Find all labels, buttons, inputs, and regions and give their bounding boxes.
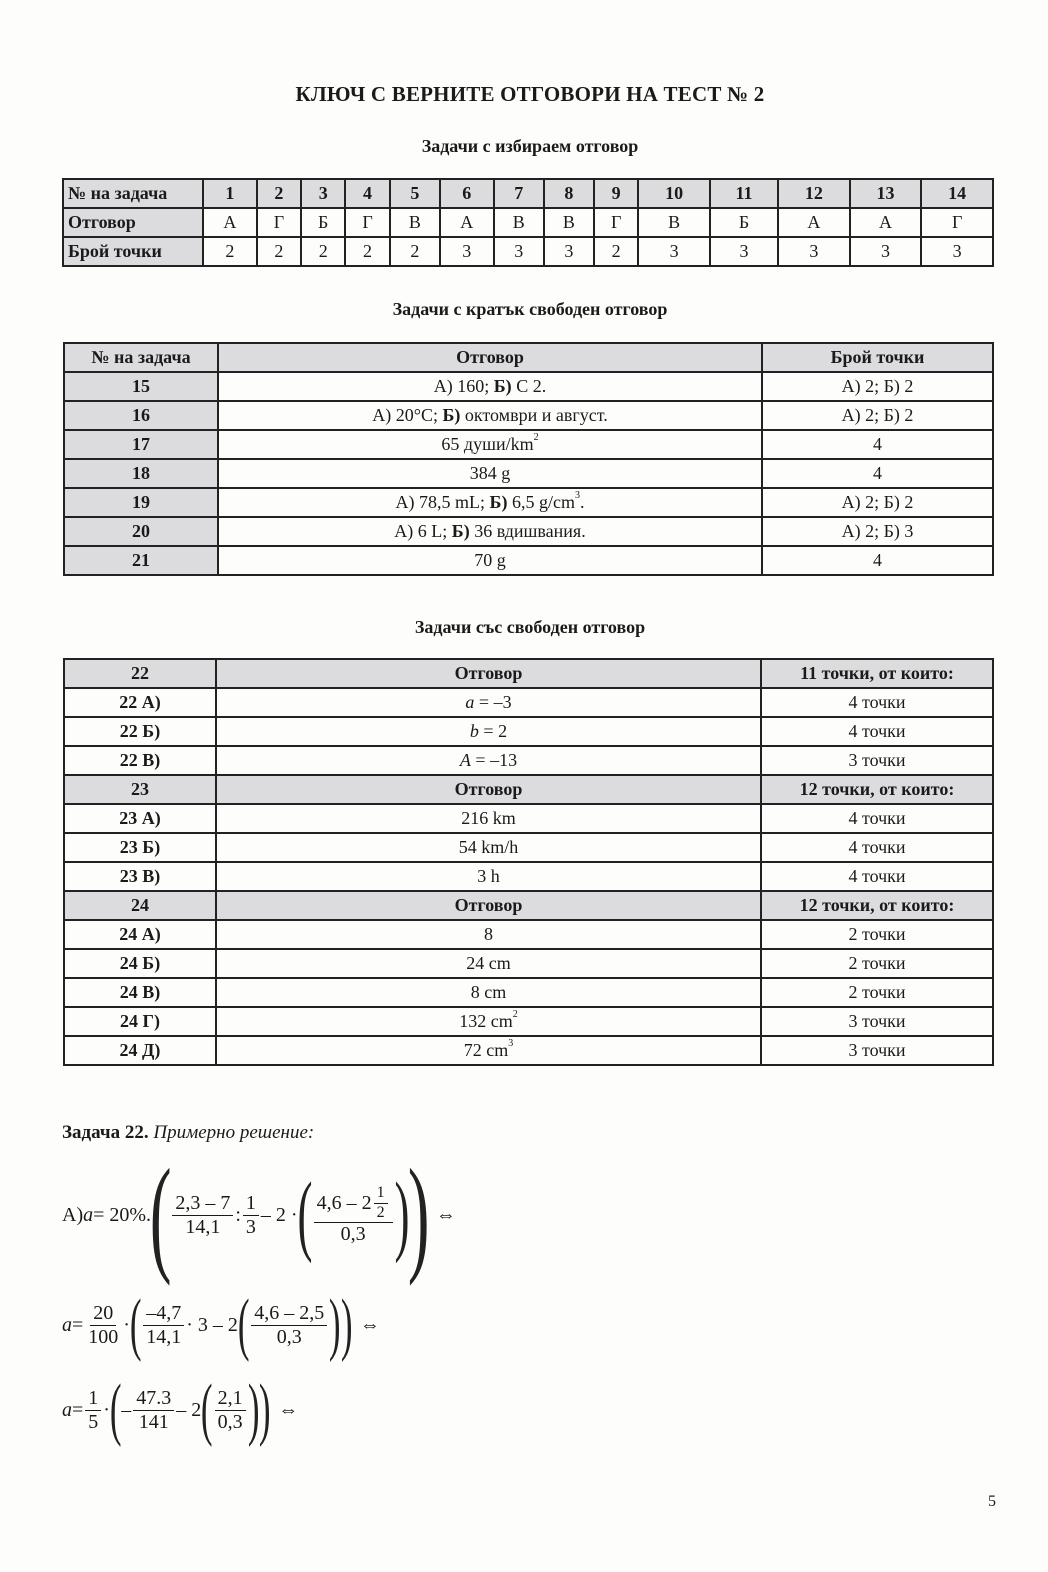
- table-row: [64, 1007, 993, 1036]
- task-number-cell: 10: [638, 179, 710, 208]
- subtask-cell: 23 В): [64, 862, 216, 891]
- points-cell: 3: [850, 237, 922, 266]
- table-row: [64, 1036, 993, 1065]
- answer-cell: В: [544, 208, 594, 237]
- task-number-cell: 11: [710, 179, 778, 208]
- short-answer-table: [63, 342, 994, 576]
- answer-text: = 2: [478, 721, 508, 741]
- answer-text: А) 160;: [433, 376, 494, 396]
- equivalence-arrow-icon: ⇔: [278, 1398, 299, 1421]
- row-label: Отговор: [63, 208, 203, 237]
- subtask-cell: 24 А): [64, 920, 216, 949]
- answer-text: 384 g: [469, 463, 511, 483]
- task-number-cell: 17: [64, 430, 218, 459]
- left-paren-icon: (: [149, 1143, 172, 1287]
- task-number-cell: 6: [440, 179, 494, 208]
- fraction: [143, 1302, 184, 1349]
- answer-part-label: Б): [451, 521, 470, 541]
- table-row: [64, 978, 993, 1007]
- right-paren-icon: ): [407, 1143, 430, 1287]
- answer-text: А) 6 L;: [394, 521, 452, 541]
- subtask-cell: 23 Б): [64, 833, 216, 862]
- answer-cell: [216, 920, 761, 949]
- operator: – 2: [176, 1398, 202, 1421]
- right-paren-icon: ): [247, 1371, 260, 1448]
- answer-cell: [218, 488, 762, 517]
- fraction: [243, 1192, 259, 1239]
- numerator: –4,7: [143, 1302, 184, 1326]
- answer-row: [63, 208, 993, 237]
- operator: ·: [103, 1398, 110, 1421]
- table-header-row: [64, 343, 993, 372]
- variable: a: [83, 1203, 94, 1226]
- answer-cell: А: [203, 208, 257, 237]
- answer-cell: [216, 862, 761, 891]
- numerator-text: 4,6 – 2: [316, 1191, 372, 1214]
- operator: ·: [123, 1313, 130, 1336]
- header-answer: Отговор: [218, 343, 762, 372]
- fraction: [85, 1387, 101, 1434]
- points-cell: 2 точки: [761, 949, 993, 978]
- right-paren-icon: ): [329, 1286, 341, 1363]
- points-cell: 4 точки: [761, 833, 993, 862]
- task-number-cell: 13: [850, 179, 922, 208]
- equals: = 20%.: [93, 1203, 152, 1226]
- points-cell: 3: [778, 237, 850, 266]
- table-row: [64, 949, 993, 978]
- answer-text: А) 20°C;: [372, 405, 443, 425]
- points-cell: 3: [494, 237, 544, 266]
- task-number-cell: 15: [64, 372, 218, 401]
- header-points: 11 точки, от които:: [761, 659, 993, 688]
- equivalence-arrow-icon: ⇔: [359, 1313, 380, 1336]
- numerator: 2,3 – 7: [172, 1192, 233, 1216]
- answer-cell: [216, 833, 761, 862]
- task-number-cell: 5: [390, 179, 440, 208]
- equals: =: [72, 1398, 84, 1421]
- left-paren-icon: (: [297, 1165, 313, 1264]
- task-number-cell: 22: [64, 659, 216, 688]
- table-row: [64, 517, 993, 546]
- page-title: КЛЮЧ С ВЕРНИТЕ ОТГОВОРИ НА ТЕСТ № 2: [295, 82, 765, 106]
- points-cell: 3: [921, 237, 993, 266]
- answer-cell: [218, 372, 762, 401]
- answer-text: = –3: [474, 692, 512, 712]
- header-points: Брой точки: [762, 343, 993, 372]
- subtask-cell: 23 А): [64, 804, 216, 833]
- equivalence-arrow-icon: ⇔: [435, 1203, 456, 1226]
- fraction: [85, 1302, 121, 1349]
- variable: a: [62, 1313, 72, 1336]
- fraction: [251, 1302, 327, 1349]
- section-title-short-answer: Задачи с кратък свободен отговор: [392, 299, 668, 319]
- subtask-cell: 24 Б): [64, 949, 216, 978]
- left-paren-icon: (: [129, 1286, 142, 1363]
- points-cell: А) 2; Б) 2: [762, 401, 993, 430]
- task-number-cell: 2: [257, 179, 301, 208]
- task-number-cell: 23: [64, 775, 216, 804]
- numerator: 1: [374, 1184, 388, 1203]
- solution-heading-label: Примерно решение:: [148, 1122, 315, 1143]
- denominator: 0,3: [276, 1325, 302, 1348]
- row-label: № на задача: [63, 179, 203, 208]
- answer-cell: Б: [301, 208, 345, 237]
- right-paren-icon: ): [394, 1165, 410, 1264]
- points-cell: 2: [594, 237, 638, 266]
- answer-cell: Г: [921, 208, 993, 237]
- table-row: [64, 688, 993, 717]
- equals: =: [72, 1313, 84, 1336]
- task-number-cell: 19: [64, 488, 218, 517]
- table-row: [64, 833, 993, 862]
- subtask-cell: 22 Б): [64, 717, 216, 746]
- equation-3: [62, 1371, 299, 1448]
- left-paren-icon: (: [109, 1371, 122, 1448]
- task-number-cell: 21: [64, 546, 218, 575]
- task-number-cell: 18: [64, 459, 218, 488]
- equation-1: [62, 1143, 456, 1287]
- section-title-free-answer: Задачи със свободен отговор: [414, 617, 646, 637]
- answer-text: 8: [484, 924, 493, 944]
- answer-cell: [216, 746, 761, 775]
- table-row: [64, 459, 993, 488]
- answer-cell: [216, 949, 761, 978]
- table-row: [64, 372, 993, 401]
- denominator: 14,1: [146, 1325, 182, 1348]
- solution-heading: [62, 1122, 314, 1144]
- header-answer: Отговор: [216, 659, 761, 688]
- row-label: Брой точки: [63, 237, 203, 266]
- operator: :: [235, 1203, 241, 1226]
- answer-text: .: [579, 492, 585, 512]
- numerator: 20: [90, 1302, 116, 1326]
- superscript: 3: [574, 490, 580, 501]
- answer-cell: [218, 401, 762, 430]
- answer-cell: [218, 517, 762, 546]
- answer-cell: [216, 1007, 761, 1036]
- task-number-cell: 16: [64, 401, 218, 430]
- answer-cell: [218, 459, 762, 488]
- task-number-cell: 8: [544, 179, 594, 208]
- answer-cell: Г: [257, 208, 301, 237]
- points-cell: 3: [544, 237, 594, 266]
- points-cell: А) 2; Б) 2: [762, 372, 993, 401]
- answer-cell: [216, 1036, 761, 1065]
- answer-text: 36 вдишвания.: [469, 521, 586, 541]
- denominator: 0,3: [217, 1410, 243, 1433]
- page-number: 5: [988, 1493, 996, 1510]
- right-paren-icon: ): [258, 1371, 271, 1448]
- subtask-cell: 24 В): [64, 978, 216, 1007]
- answer-text: 70 g: [474, 550, 506, 570]
- table-row: [64, 401, 993, 430]
- points-cell: 2: [203, 237, 257, 266]
- points-cell: 2: [345, 237, 389, 266]
- superscript: 3: [508, 1038, 514, 1049]
- header-points: 12 точки, от които:: [761, 891, 993, 920]
- points-cell: 2: [390, 237, 440, 266]
- left-paren-icon: (: [237, 1286, 250, 1363]
- points-cell: 4: [762, 459, 993, 488]
- header-answer: Отговор: [216, 775, 761, 804]
- answer-text: = –13: [470, 750, 518, 770]
- table-row: [64, 746, 993, 775]
- subtask-cell: 24 Д): [64, 1036, 216, 1065]
- answer-cell: А: [850, 208, 922, 237]
- answer-text: 132 cm: [459, 1011, 513, 1031]
- answer-text: 216 km: [461, 808, 516, 828]
- operator: · 3 – 2: [186, 1313, 238, 1336]
- part-label: А): [62, 1203, 84, 1226]
- answer-text: 3 h: [477, 866, 500, 886]
- minus-sign: –: [121, 1398, 132, 1421]
- points-cell: 4 точки: [761, 804, 993, 833]
- numerator: 1: [85, 1387, 101, 1411]
- answer-part-label: Б): [442, 405, 461, 425]
- denominator: 0,3: [340, 1222, 366, 1245]
- points-cell: 4: [762, 430, 993, 459]
- answer-text: 54 km/h: [458, 837, 519, 857]
- answer-cell: [216, 688, 761, 717]
- answer-cell: А: [440, 208, 494, 237]
- numerator: 2,1: [215, 1387, 246, 1411]
- numerator: 1: [243, 1192, 259, 1216]
- answer-text: С 2.: [511, 376, 547, 396]
- table-row: [64, 488, 993, 517]
- denominator: 141: [138, 1410, 169, 1433]
- answer-cell: [218, 430, 762, 459]
- table-row: [64, 430, 993, 459]
- points-cell: 2 точки: [761, 978, 993, 1007]
- fraction: [314, 1184, 393, 1246]
- task-number-cell: 12: [778, 179, 850, 208]
- denominator: 3: [245, 1215, 256, 1238]
- table-row: [64, 862, 993, 891]
- answer-cell: [216, 717, 761, 746]
- points-cell: 4 точки: [761, 688, 993, 717]
- variable: A: [459, 750, 471, 770]
- answer-part-label: Б): [489, 492, 508, 512]
- header-answer: Отговор: [216, 891, 761, 920]
- numerator: [314, 1184, 393, 1223]
- table-row: [64, 804, 993, 833]
- answer-cell: Г: [594, 208, 638, 237]
- numerator: 47.3: [133, 1387, 174, 1411]
- fraction: [215, 1387, 246, 1434]
- operator: – 2 ·: [260, 1203, 298, 1226]
- points-cell: 4 точки: [761, 717, 993, 746]
- answer-text: 24 cm: [466, 953, 511, 973]
- superscript: 2: [533, 432, 539, 443]
- task-number-cell: 24: [64, 891, 216, 920]
- answer-cell: В: [390, 208, 440, 237]
- points-cell: 3 точки: [761, 746, 993, 775]
- denominator: 100: [88, 1325, 119, 1348]
- points-cell: 3: [638, 237, 710, 266]
- fraction: [172, 1192, 233, 1239]
- answer-cell: [218, 546, 762, 575]
- table-row: [64, 717, 993, 746]
- points-cell: 2: [257, 237, 301, 266]
- points-cell: 3 точки: [761, 1036, 993, 1065]
- free-answer-table: [63, 658, 994, 1066]
- points-cell: 2 точки: [761, 920, 993, 949]
- header-points: 12 точки, от които:: [761, 775, 993, 804]
- section-title-multiple-choice: Задачи с избираем отговор: [421, 136, 639, 156]
- answer-cell: [216, 804, 761, 833]
- points-cell: 4 точки: [761, 862, 993, 891]
- task-number-cell: 4: [345, 179, 389, 208]
- answer-text: 6,5 g/cm: [507, 492, 575, 512]
- points-row: [63, 237, 993, 266]
- denominator: 14,1: [185, 1215, 221, 1238]
- right-paren-icon: ): [340, 1286, 353, 1363]
- subtask-cell: 22 А): [64, 688, 216, 717]
- answer-cell: Г: [345, 208, 389, 237]
- points-cell: 4: [762, 546, 993, 575]
- subtask-cell: 24 Г): [64, 1007, 216, 1036]
- superscript: 2: [512, 1009, 518, 1020]
- answer-cell: [216, 978, 761, 1007]
- points-cell: 3: [710, 237, 778, 266]
- answer-part-label: Б): [493, 376, 512, 396]
- points-cell: 2: [301, 237, 345, 266]
- task-number-cell: 9: [594, 179, 638, 208]
- points-cell: 3: [440, 237, 494, 266]
- points-cell: 3 точки: [761, 1007, 993, 1036]
- equation-2: [62, 1286, 380, 1363]
- variable: a: [465, 692, 475, 712]
- table-row: [64, 546, 993, 575]
- points-cell: А) 2; Б) 2: [762, 488, 993, 517]
- points-cell: А) 2; Б) 3: [762, 517, 993, 546]
- mixed-fraction: [374, 1184, 388, 1222]
- group-header-row: [64, 891, 993, 920]
- variable: a: [62, 1398, 72, 1421]
- answer-text: А) 78,5 mL;: [395, 492, 490, 512]
- fraction: [133, 1387, 174, 1434]
- task-number-cell: 3: [301, 179, 345, 208]
- answer-cell: А: [778, 208, 850, 237]
- solution-heading-task: Задача 22.: [62, 1122, 149, 1143]
- answer-text: 72 cm: [463, 1040, 509, 1060]
- answer-cell: Б: [710, 208, 778, 237]
- variable: b: [469, 721, 479, 741]
- answer-text: октомври и август.: [460, 405, 608, 425]
- multiple-choice-table: [62, 178, 994, 267]
- task-number-cell: 1: [203, 179, 257, 208]
- header-task-number: № на задача: [64, 343, 218, 372]
- task-number-cell: 7: [494, 179, 544, 208]
- left-paren-icon: (: [201, 1371, 213, 1448]
- task-number-cell: 14: [921, 179, 993, 208]
- denominator: 2: [376, 1203, 385, 1221]
- numerator: 4,6 – 2,5: [251, 1302, 327, 1326]
- answer-text: 65 души/km: [441, 434, 534, 454]
- group-header-row: [64, 775, 993, 804]
- denominator: 5: [88, 1410, 99, 1433]
- group-header-row: [64, 659, 993, 688]
- answer-cell: В: [638, 208, 710, 237]
- task-number-cell: 20: [64, 517, 218, 546]
- task-number-row: [63, 179, 993, 208]
- answer-cell: В: [494, 208, 544, 237]
- answer-text: 8 cm: [470, 982, 507, 1002]
- table-row: [64, 920, 993, 949]
- subtask-cell: 22 В): [64, 746, 216, 775]
